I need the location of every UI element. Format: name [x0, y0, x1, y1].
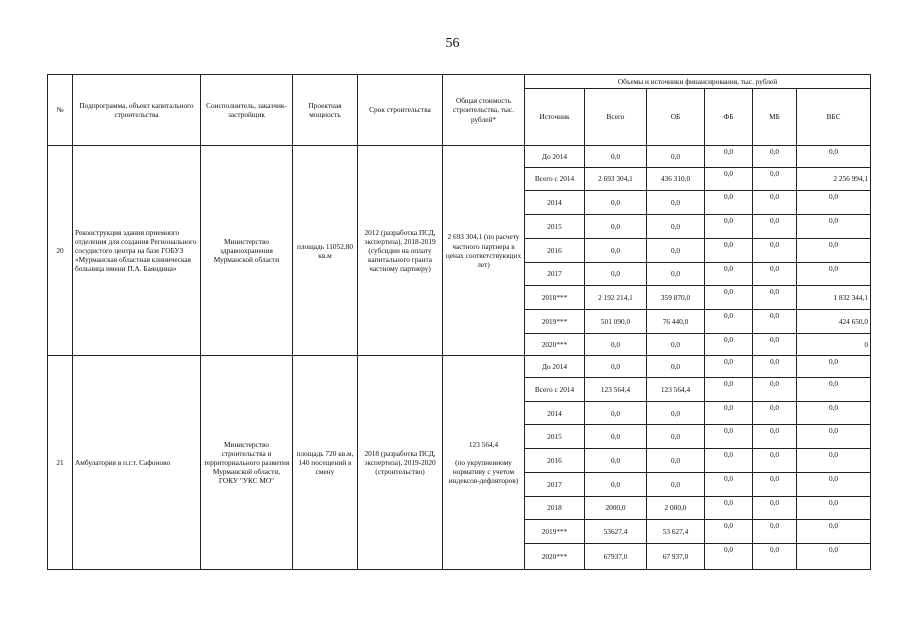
- row-total: 53627,4: [585, 520, 647, 544]
- row-total: 0,0: [585, 146, 647, 168]
- row-total: 0,0: [585, 262, 647, 286]
- row-total: 0,0: [585, 449, 647, 473]
- row-vbs: 0,0: [797, 544, 871, 570]
- row-total: 0,0: [585, 215, 647, 239]
- row-total: 0,0: [585, 191, 647, 215]
- row-ob: 0,0: [647, 401, 705, 425]
- row-mb: 0,0: [753, 401, 797, 425]
- row-fb: 0,0: [705, 496, 753, 520]
- row-ob: 0,0: [647, 238, 705, 262]
- row-ob: 53 627,4: [647, 520, 705, 544]
- row-vbs: 0,0: [797, 356, 871, 378]
- row-source: 2020***: [525, 333, 585, 356]
- row-total: 0,0: [585, 356, 647, 378]
- object-term: 2018 (разработка ПСД, экспертиза), 2019-2020 (строительство): [358, 356, 443, 570]
- row-vbs: 0: [797, 333, 871, 356]
- row-mb: 0,0: [753, 215, 797, 239]
- row-vbs: 0,0: [797, 472, 871, 496]
- row-mb: 0,0: [753, 520, 797, 544]
- row-source: 2014: [525, 191, 585, 215]
- row-mb: 0,0: [753, 146, 797, 168]
- row-vbs: 0,0: [797, 401, 871, 425]
- row-ob: 0,0: [647, 333, 705, 356]
- row-fb: 0,0: [705, 472, 753, 496]
- row-fb: 0,0: [705, 425, 753, 449]
- header-ob: ОБ: [647, 89, 705, 146]
- row-source: 2019***: [525, 309, 585, 333]
- row-source: 2014: [525, 401, 585, 425]
- row-mb: 0,0: [753, 356, 797, 378]
- row-ob: 67 937,0: [647, 544, 705, 570]
- row-mb: 0,0: [753, 449, 797, 473]
- table-row: [48, 146, 871, 168]
- row-fb: 0,0: [705, 191, 753, 215]
- row-mb: 0,0: [753, 167, 797, 191]
- object-executor: Министерство строительства и территориального развития Мурманской области, ГОКУ "УКС МО": [201, 356, 293, 570]
- row-mb: 0,0: [753, 286, 797, 310]
- header-vbs: ВБС: [797, 89, 871, 146]
- object-cost: 2 693 304,1 (по расчету частного партнера в ценах соответствующих лет): [443, 146, 525, 356]
- row-mb: 0,0: [753, 496, 797, 520]
- row-fb: 0,0: [705, 286, 753, 310]
- row-total: 0,0: [585, 425, 647, 449]
- row-vbs: 0,0: [797, 496, 871, 520]
- row-source: 2015: [525, 425, 585, 449]
- row-vbs: 0,0: [797, 425, 871, 449]
- object-name: Амбулатория в п.г.т. Сафоново: [73, 356, 201, 570]
- row-vbs: 2 256 994,1: [797, 167, 871, 191]
- row-vbs: 0,0: [797, 238, 871, 262]
- row-source: 2018***: [525, 286, 585, 310]
- row-total: 123 564,4: [585, 378, 647, 402]
- row-fb: 0,0: [705, 520, 753, 544]
- row-mb: 0,0: [753, 544, 797, 570]
- row-ob: 359 870,0: [647, 286, 705, 310]
- row-ob: 0,0: [647, 472, 705, 496]
- row-fb: 0,0: [705, 262, 753, 286]
- header-cost: Общая стоимость строительства, тыс. рублей*: [443, 75, 525, 146]
- row-total: 2 693 304,1: [585, 167, 647, 191]
- header-num: №: [48, 75, 73, 146]
- row-total: 501 090,0: [585, 309, 647, 333]
- row-source: До 2014: [525, 356, 585, 378]
- row-vbs: 0,0: [797, 520, 871, 544]
- row-total: 0,0: [585, 333, 647, 356]
- row-mb: 0,0: [753, 262, 797, 286]
- row-vbs: 0,0: [797, 146, 871, 168]
- page-number: 56: [445, 36, 460, 51]
- row-source: 2019***: [525, 520, 585, 544]
- object-capacity: площадь 11052,80 кв.м: [293, 146, 358, 356]
- row-fb: 0,0: [705, 167, 753, 191]
- row-ob: 0,0: [647, 191, 705, 215]
- row-source: 2016: [525, 449, 585, 473]
- header-executor: Соисполнитель, заказчик-застройщик: [201, 75, 293, 146]
- row-ob: 76 440,0: [647, 309, 705, 333]
- header-financing: Объемы и источники финансирования, тыс. рублей: [525, 75, 871, 89]
- row-source: 2015: [525, 215, 585, 239]
- row-total: 0,0: [585, 238, 647, 262]
- object-name: Реконструкция здания приемного отделения для создания Регионального сосудистого центра на базе ГОБУЗ «Мурманская областная клиническая больница имени П.А. Баяндина»: [73, 146, 201, 356]
- table-body: [48, 146, 871, 570]
- row-fb: 0,0: [705, 238, 753, 262]
- row-vbs: 0,0: [797, 449, 871, 473]
- object-number: 20: [48, 146, 73, 356]
- row-vbs: 0,0: [797, 378, 871, 402]
- header-capacity: Проектная мощность: [293, 75, 358, 146]
- object-cost: 123 564,4 (по укрупненному нормативу с учетом индексов-дефляторов): [443, 356, 525, 570]
- row-total: 0,0: [585, 472, 647, 496]
- header-mb: МБ: [753, 89, 797, 146]
- row-source: 2017: [525, 262, 585, 286]
- row-vbs: 1 832 344,1: [797, 286, 871, 310]
- object-number: 21: [48, 356, 73, 570]
- object-term: 2012 (разработка ПСД, экспертиза), 2018-2019 (субсидии на оплату капитального гранта частному партнеру): [358, 146, 443, 356]
- object-executor: Министерство здравоохранения Мурманской области: [201, 146, 293, 356]
- row-fb: 0,0: [705, 401, 753, 425]
- row-source: 2017: [525, 472, 585, 496]
- row-fb: 0,0: [705, 146, 753, 168]
- row-fb: 0,0: [705, 356, 753, 378]
- row-source: Всего с 2014: [525, 167, 585, 191]
- header-row-1: [48, 75, 871, 89]
- row-vbs: 0,0: [797, 262, 871, 286]
- financing-table: [47, 74, 871, 570]
- row-mb: 0,0: [753, 309, 797, 333]
- row-vbs: 424 650,0: [797, 309, 871, 333]
- row-mb: 0,0: [753, 378, 797, 402]
- row-total: 2000,0: [585, 496, 647, 520]
- row-source: До 2014: [525, 146, 585, 168]
- row-total: 0,0: [585, 401, 647, 425]
- row-fb: 0,0: [705, 449, 753, 473]
- row-ob: 0,0: [647, 215, 705, 239]
- row-total: 67937,0: [585, 544, 647, 570]
- header-source: Источник: [525, 89, 585, 146]
- header-subprogram: Подпрограмма, объект капитального строительства: [73, 75, 201, 146]
- row-ob: 0,0: [647, 425, 705, 449]
- row-ob: 123 564,4: [647, 378, 705, 402]
- row-ob: 436 310,0: [647, 167, 705, 191]
- row-fb: 0,0: [705, 309, 753, 333]
- row-fb: 0,0: [705, 215, 753, 239]
- row-fb: 0,0: [705, 544, 753, 570]
- row-total: 2 192 214,1: [585, 286, 647, 310]
- row-ob: 2 000,0: [647, 496, 705, 520]
- row-ob: 0,0: [647, 146, 705, 168]
- table-row: [48, 356, 871, 378]
- row-ob: 0,0: [647, 356, 705, 378]
- row-vbs: 0,0: [797, 191, 871, 215]
- row-ob: 0,0: [647, 262, 705, 286]
- row-mb: 0,0: [753, 191, 797, 215]
- row-source: 2016: [525, 238, 585, 262]
- row-mb: 0,0: [753, 333, 797, 356]
- header-total: Всего: [585, 89, 647, 146]
- row-fb: 0,0: [705, 378, 753, 402]
- object-capacity: площадь 720 кв.м, 140 посещений в смену: [293, 356, 358, 570]
- row-fb: 0,0: [705, 333, 753, 356]
- row-mb: 0,0: [753, 472, 797, 496]
- header-term: Срок строительства: [358, 75, 443, 146]
- row-source: 2018: [525, 496, 585, 520]
- row-source: Всего с 2014: [525, 378, 585, 402]
- row-source: 2020***: [525, 544, 585, 570]
- header-fb: ФБ: [705, 89, 753, 146]
- row-mb: 0,0: [753, 238, 797, 262]
- row-mb: 0,0: [753, 425, 797, 449]
- row-ob: 0,0: [647, 449, 705, 473]
- row-vbs: 0,0: [797, 215, 871, 239]
